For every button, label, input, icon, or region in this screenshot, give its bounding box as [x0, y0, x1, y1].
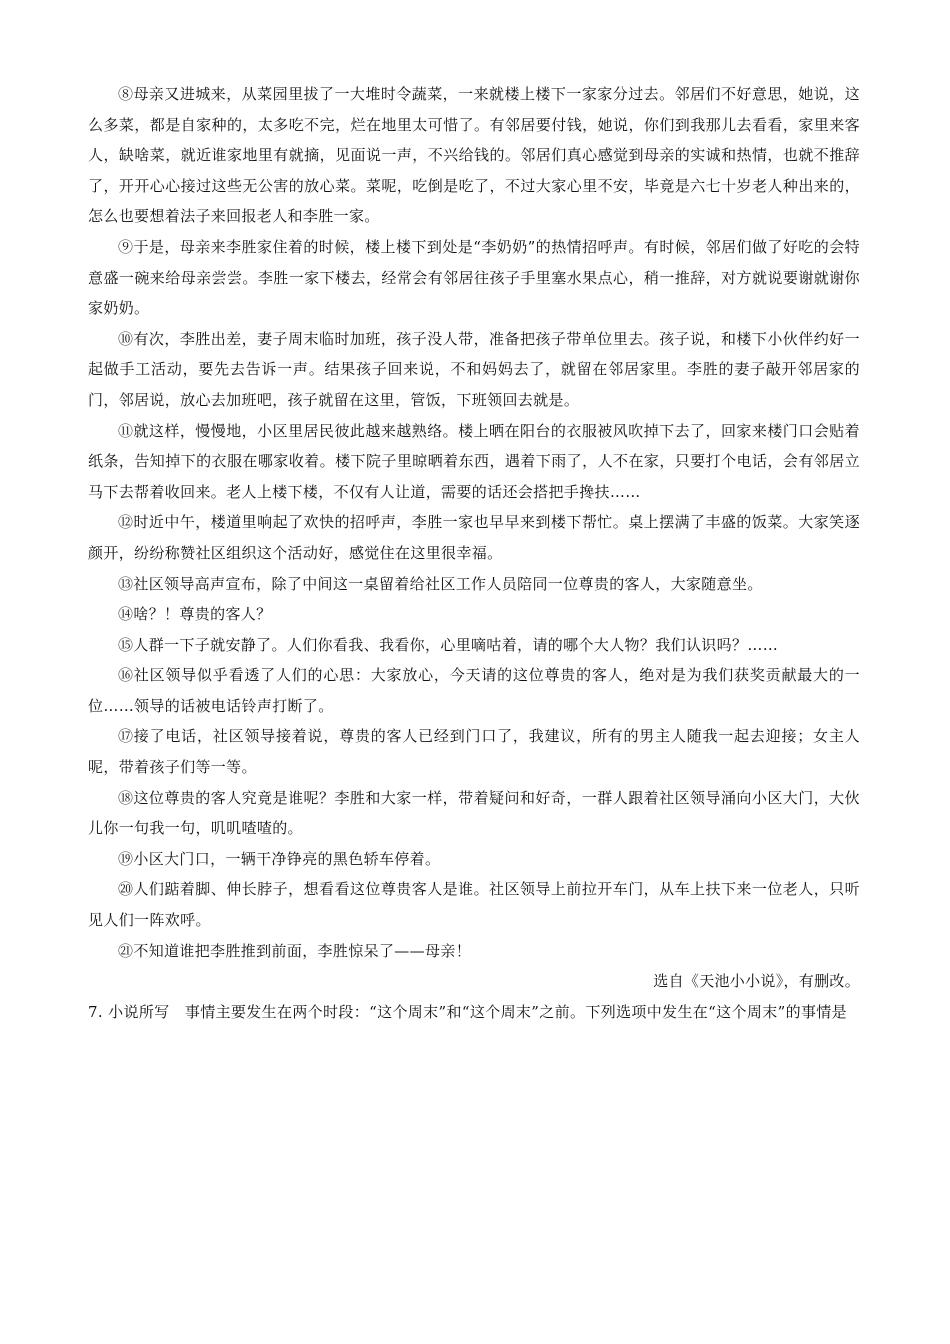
paragraph-17: ⑰接了电话，社区领导接着说，尊贵的客人已经到门口了，我建议，所有的男主人随我一起去迎接；女主人呢，带着孩子们等一等。: [88, 727, 860, 777]
paragraph-21: ㉑不知道谁把李胜推到前面，李胜惊呆了——母亲！: [118, 941, 472, 960]
question-7: 7. 小说所写 事情主要发生在两个时段：“这个周末”和“这个周末”之前。下列选项中发生在“这个周末”的事情是: [88, 1002, 847, 1021]
paragraph-11: ⑪就这样，慢慢地，小区里居民彼此越来越熟络。楼上晒在阳台的衣服被风吹掉下去了，回家来楼门口会贴着纸条，告知掉下的衣服在哪家收着。楼下院子里晾晒着东西，遇着下雨了，人不在家，只要打个电话，会有邻居立马下去帮着收回来。老人上楼下楼，不仅有人让道，需要的话还会搭把手搀扶……: [88, 421, 860, 501]
article-body: [88, 79, 860, 1027]
paragraph-8: ⑧母亲又进城来，从菜园里拔了一大堆时令蔬菜，一来就楼上楼下一家家分过去。邻居们不好意思，她说，这么多菜，都是自家种的，太多吃不完，烂在地里太可惜了。有邻居要付钱，她说，你们到我那儿去看看，家里来客人，缺啥菜，就近谁家地里有就摘，见面说一声，不兴给钱的。邻居们真心感觉到母亲的实诚和热情，也就不推辞了，开开心心接过这些无公害的放心菜。菜呢，吃倒是吃了，不过大家心里不安，毕竟是六七十岁老人种出来的，怎么也要想着法子来回报老人和李胜一家。: [88, 85, 860, 226]
paragraph-13: ⑬社区领导高声宣布，除了中间这一桌留着给社区工作人员陪同一位尊贵的客人，大家随意坐。: [118, 574, 763, 593]
paragraph-14: ⑭啥？！尊贵的客人？: [118, 605, 272, 624]
paragraph-16: ⑯社区领导似乎看透了人们的心思：大家放心，今天请的这位尊贵的客人，绝对是为我们获奖贡献最大的一位……领导的话被电话铃声打断了。: [88, 666, 860, 715]
paragraph-15: ⑮人群一下子就安静了。人们你看我、我看你，心里嘀咕着，请的哪个大人物？我们认识吗？……: [118, 635, 779, 654]
paragraph-18: ⑱这位尊贵的客人究竟是谁呢？李胜和大家一样，带着疑问和好奇，一群人跟着社区领导涌向小区大门，大伙儿你一句我一句，叽叽喳喳的。: [88, 788, 860, 838]
source-citation: 选自《天池小小说》，有删改。: [653, 972, 860, 991]
paragraph-9: ⑨于是，母亲来李胜家住着的时候，楼上楼下到处是“李奶奶”的热情招呼声。有时候，邻居们做了好吃的会特意盛一碗来给母亲尝尝。李胜一家下楼去，经常会有邻居往孩子手里塞水果点心，稍一推辞，对方就说要谢就谢你家奶奶。: [88, 237, 860, 318]
paragraph-20: ⑳人们踮着脚、伸长脖子，想看看这位尊贵客人是谁。社区领导上前拉开车门，从车上扶下来一位老人，只听见人们一阵欢呼。: [88, 880, 860, 930]
paragraph-10: ⑩有次，李胜出差，妻子周末临时加班，孩子没人带，准备把孩子带单位里去。孩子说，和楼下小伙伴约好一起做手工活动，要先去告诉一声。结果孩子回来说，不和妈妈去了，就留在邻居家里。李胜的妻子敲开邻居家的门，邻居说，放心去加班吧，孩子就留在这里，管饭，下班领回去就是。: [88, 329, 860, 409]
paragraph-12: ⑫时近中午，楼道里响起了欢快的招呼声，李胜一家也早早来到楼下帮忙。桌上摆满了丰盛的饭菜。大家笑逐颜开，纷纷称赞社区组织这个活动好，感觉住在这里很幸福。: [88, 513, 860, 562]
paragraph-19: ⑲小区大门口，一辆干净铮亮的黑色轿车停着。: [118, 849, 441, 868]
